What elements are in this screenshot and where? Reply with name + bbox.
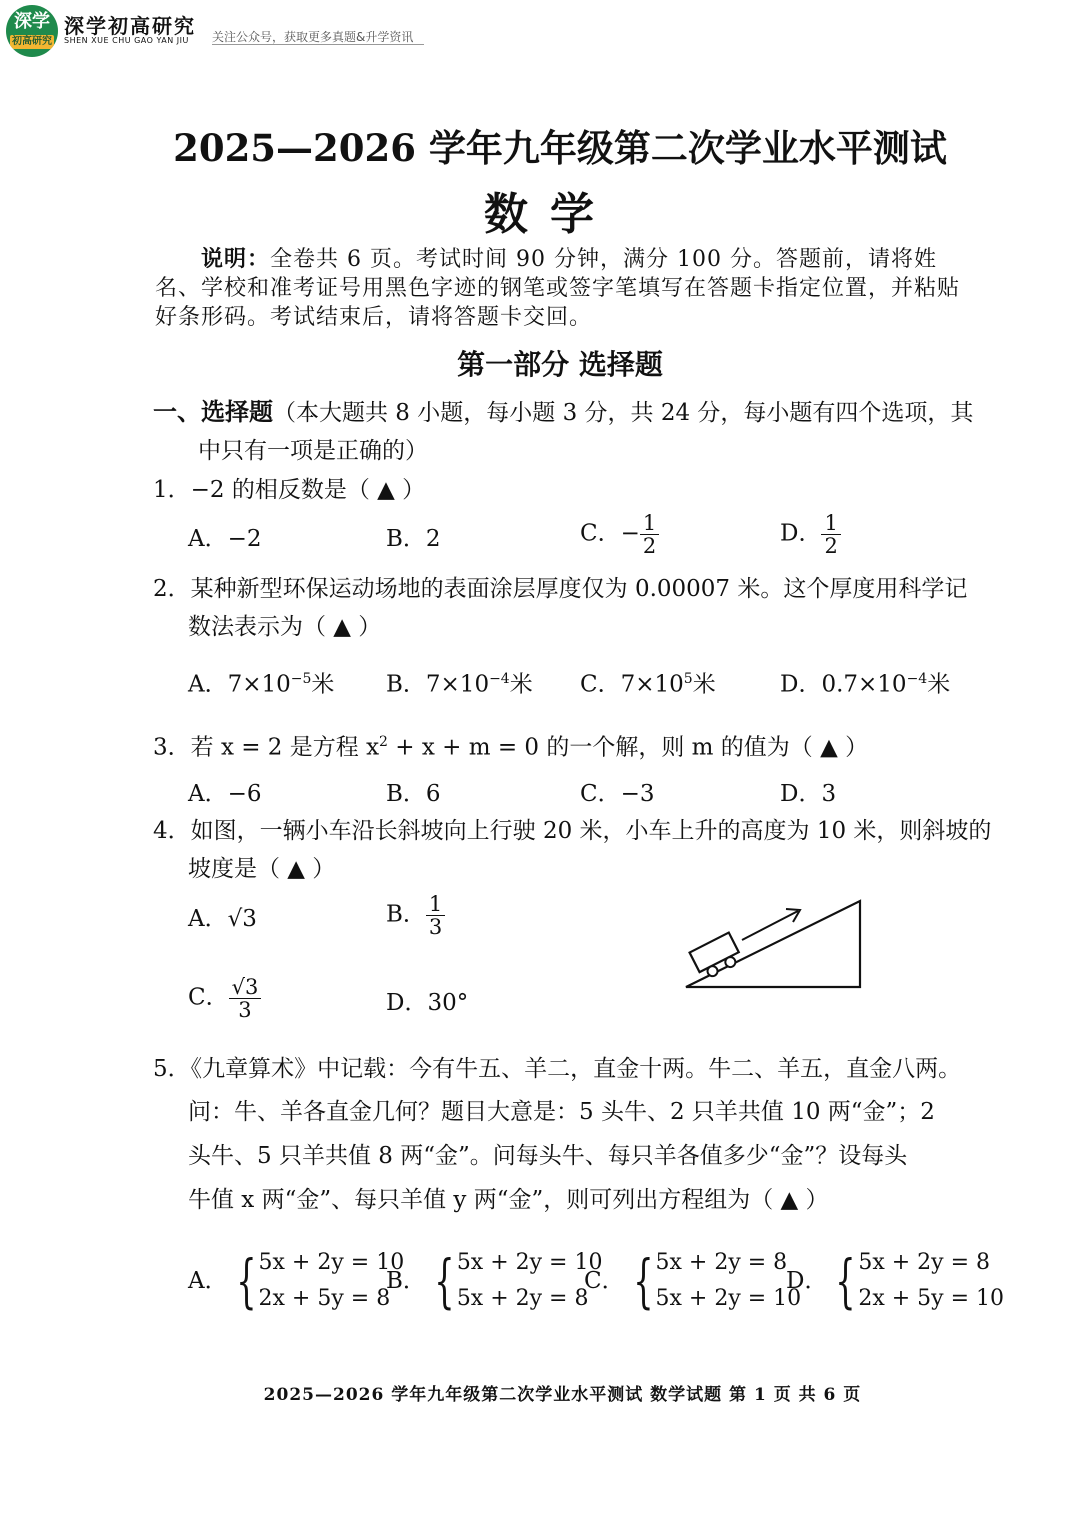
q2-d-base: D．0.7×10 [780,671,907,698]
q3-option-b: B．6 [386,781,441,807]
equation-1: 5x + 2y = 8 [858,1250,991,1275]
equation-2: 2x + 5y = 10 [858,1286,1005,1311]
system-brace-icon: { [434,1247,455,1315]
q2-d-unit: 米 [927,671,951,698]
q2-c-exponent: 5 [683,671,693,687]
q3-option-d: D．3 [780,781,837,807]
question-4-stem-line2: 坡度是（ ▲ ） [188,856,336,882]
q2-c-unit: 米 [692,671,716,698]
q5-option-c [584,1245,801,1317]
q4-option-c [188,976,261,1021]
q3-stem-exponent: 2 [379,734,388,750]
q5-option-c-system [656,1245,802,1317]
logo-text-main: 深学 [14,11,50,32]
question-4-stem-line1: 4．如图，一辆小车沿长斜坡向上行驶 20 米，小车上升的高度为 10 米，则斜坡的 [153,818,992,844]
question-5-stem-line1: 5．《九章算术》中记载：今有牛五、羊二，直金十两。牛二、羊五，直金八两。 [153,1056,962,1082]
q4-option-b-fraction [426,893,445,938]
brand-logo [6,5,58,57]
q5-option-a [188,1245,404,1317]
q1-option-d-label: D． [780,520,822,547]
logo-text-sub: 初高研究 [12,36,52,47]
question-2-stem-line2: 数法表示为（ ▲ ） [188,614,382,640]
instructions-text: 全卷共 6 页。考试时间 90 分钟，满分 100 分。答题前，请将姓名、学校和准考证号用黑色字迹的钢笔或签字笔填写在答题卡指定位置，并粘贴好条形码。考试结束后，请将答题卡交回。 [155,247,961,330]
q4-option-b-label: B． [386,901,426,928]
q4-option-b [386,893,445,938]
q4-option-c-label: C． [188,984,229,1011]
q5-option-c-label: C． [584,1268,625,1294]
q2-b-base: B．7×10 [386,671,490,698]
question-5-stem-line2: 问：牛、羊各直金几何？题目大意是：5 头牛、2 只羊共值 10 两“金”；2 [188,1099,935,1125]
section-header [153,397,973,428]
question-1-stem: 1．−2 的相反数是（ ▲ ） [153,477,426,503]
equation-2: 2x + 5y = 8 [258,1286,391,1311]
slope-cart-figure [680,895,870,995]
q2-a-base: A．7×10 [188,671,291,698]
q2-b-unit: 米 [509,671,533,698]
question-5-stem-line4: 牛值 x 两“金”、每只羊值 y 两“金”，则可列出方程组为（ ▲ ） [188,1187,829,1213]
q4-option-c-fraction [229,976,262,1021]
q5-option-d-label: D． [786,1268,828,1294]
q5-option-a-label: A． [188,1268,228,1294]
section-label: 一、选择题 [153,397,273,426]
fraction-numerator: 1 [821,512,840,535]
q4-option-a: A．√3 [188,906,257,932]
question-2-stem-line1: 2．某种新型环保运动场地的表面涂层厚度仅为 0.00007 米。这个厚度用科学记 [153,576,968,602]
equation-1: 5x + 2y = 10 [456,1250,603,1275]
equation-1: 5x + 2y = 8 [655,1250,788,1275]
q5-option-d [786,1245,1004,1317]
fraction-numerator: √3 [229,976,262,999]
system-brace-icon: { [632,1247,654,1315]
fraction-numerator: 1 [426,893,445,916]
q1-option-c-fraction [640,512,659,557]
tagline-underline [212,44,424,45]
q3-stem-end: + x + m = 0 的一个解，则 m 的值为（ ▲ ） [387,734,869,761]
fraction-denominator: 3 [238,998,252,1022]
q3-option-a: A．−6 [188,781,262,807]
brand-pinyin: SHEN XUE CHU GAO YAN JIU [64,36,189,45]
system-brace-icon: { [835,1247,857,1315]
fraction-numerator: 1 [640,512,659,535]
page-footer: 2025—2026 学年九年级第二次学业水平测试 数学试题 第 1 页 共 6 页 [263,1385,862,1405]
q2-option-a [188,664,334,700]
system-brace-icon: { [235,1247,257,1315]
part-title: 第一部分 选择题 [457,348,663,381]
q5-option-b [386,1245,602,1317]
q5-option-b-system [457,1245,603,1317]
equation-1: 5x + 2y = 10 [258,1250,405,1275]
q2-option-b [386,664,533,700]
q2-a-exponent: −5 [290,671,312,687]
section-desc-line2: 中只有一项是正确的） [198,438,428,464]
q1-option-b: B．2 [386,526,441,552]
fraction-denominator: 2 [642,534,657,558]
subject-title: 数学 [484,189,616,240]
section-desc-line1: （本大题共 8 小题，每小题 3 分，共 24 分，每小题有四个选项，其 [273,400,974,426]
q2-c-base: C．7×10 [580,671,684,698]
question-5-stem-line3: 头牛、5 只羊共值 8 两“金”。问每头牛、每只羊各值多少“金”？设每头 [188,1143,908,1169]
q3-stem-start: 3．若 x = 2 是方程 x [153,734,380,761]
brand-name: 深学初高研究 [64,14,196,38]
equation-2: 5x + 2y = 10 [655,1286,802,1311]
q2-d-exponent: −4 [906,671,928,687]
fraction-denominator: 2 [824,534,838,558]
q2-option-c [580,664,716,700]
q1-option-d [780,512,841,557]
q5-option-d-system [858,1245,1004,1317]
cart [690,933,744,981]
q5-option-a-system [259,1245,405,1317]
instructions-label: 说明： [201,246,271,272]
q2-a-unit: 米 [311,671,335,698]
q1-option-c [580,512,659,557]
q1-option-c-label: C．− [580,520,640,547]
q5-option-b-label: B． [386,1268,426,1294]
q2-option-d [780,664,950,700]
q2-b-exponent: −4 [489,671,510,687]
q3-option-c: C．−3 [580,781,655,807]
q1-option-a: A．−2 [188,526,262,552]
equation-2: 5x + 2y = 8 [456,1286,589,1311]
instructions [155,245,970,332]
brand-tagline: 关注公众号，获取更多真题&升学资讯 [212,30,414,44]
q4-option-d: D．30° [386,990,469,1016]
exam-title: 2025—2026 学年九年级第二次学业水平测试 [173,126,947,170]
question-3-stem [153,727,868,763]
q1-option-d-fraction [821,512,840,557]
fraction-denominator: 3 [428,915,443,939]
